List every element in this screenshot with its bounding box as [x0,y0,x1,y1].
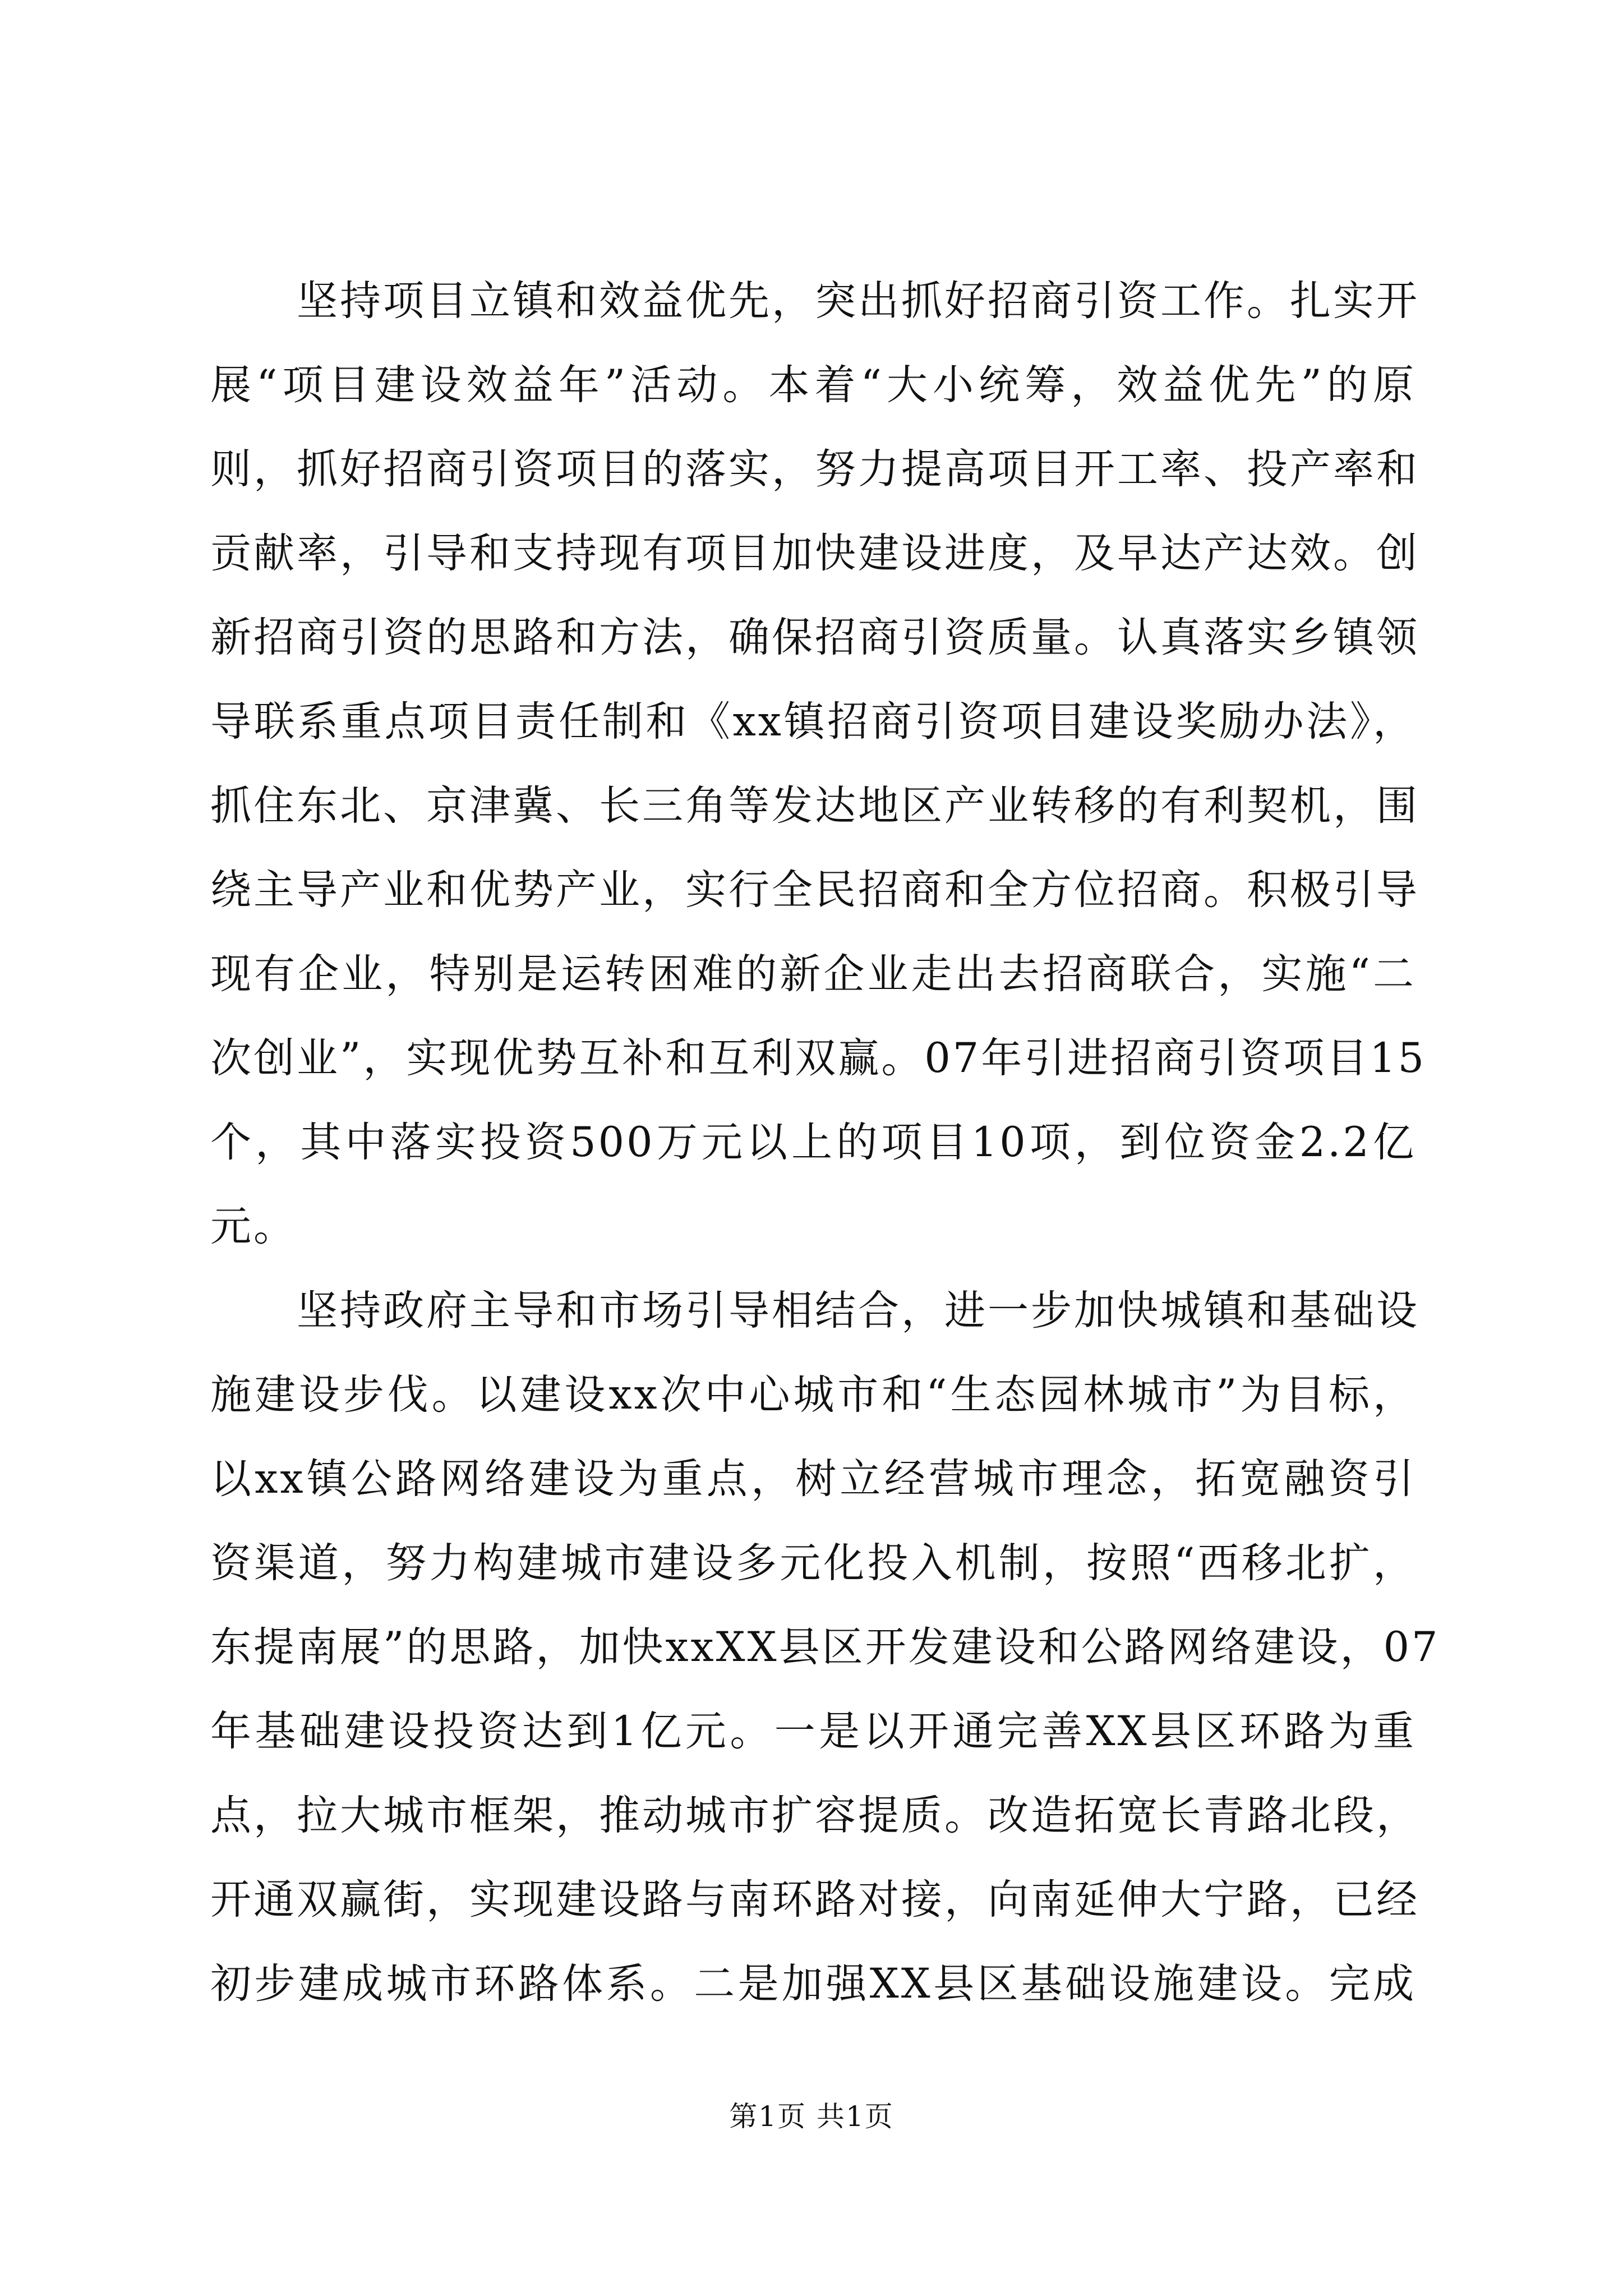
text-line: 元。 [210,1203,297,1250]
text-line: 次创业”，实现优势互补和互利双赢。07年引进招商引资项目15 [210,1034,1427,1082]
page-number-footer: 第1页 共1页 [729,2100,894,2133]
text-line: 年基础建设投资达到1亿元。一是以开通完善XX县区环路为重 [210,1708,1416,1755]
text-line: 点，拉大城市框架，推动城市扩容提质。改造拓宽长青路北段， [210,1792,1419,1839]
text-line: 个，其中落实投资500万元以上的项目10项，到位资金2.2亿 [210,1119,1416,1166]
text-line: 贡献率，引导和支持现有项目加快建设进度，及早达产达效。创 [210,530,1419,577]
text-line: 初步建成城市环路体系。二是加强XX县区基础设施建设。完成 [210,1960,1416,2008]
text-line: 绕主导产业和优势产业，实行全民招商和全方位招商。积极引导 [210,866,1419,914]
text-line: 抓住东北、京津冀、长三角等发达地区产业转移的有利契机，围 [210,782,1419,830]
text-line: 以xx镇公路网络建设为重点，树立经营城市理念，拓宽融资引 [210,1455,1416,1503]
text-line: 导联系重点项目责任制和《xx镇招商引资项目建设奖励办法》， [210,698,1416,746]
text-line: 东提南展”的思路，加快xxXX县区开发建设和公路网络建设，07 [210,1623,1440,1671]
text-line: 坚持政府主导和市场引导相结合，进一步加快城镇和基础设 [210,1287,1419,1335]
text-line: 开通双赢街，实现建设路与南环路对接，向南延伸大宁路，已经 [210,1876,1419,1924]
text-line: 展“项目建设效益年”活动。本着“大小统筹，效益优先”的原 [210,361,1416,409]
text-line: 新招商引资的思路和方法，确保招商引资质量。认真落实乡镇领 [210,614,1419,661]
text-line: 施建设步伐。以建设xx次中心城市和“生态园林城市”为目标， [210,1371,1416,1419]
text-line: 现有企业，特别是运转困难的新企业走出去招商联合，实施“二 [210,950,1416,998]
text-line: 坚持项目立镇和效益优先，突出抓好招商引资工作。扎实开 [210,277,1419,325]
text-line: 则，抓好招商引资项目的落实，努力提高项目开工率、投产率和 [210,445,1419,493]
text-line: 资渠道，努力构建城市建设多元化投入机制，按照“西移北扩， [210,1539,1416,1587]
